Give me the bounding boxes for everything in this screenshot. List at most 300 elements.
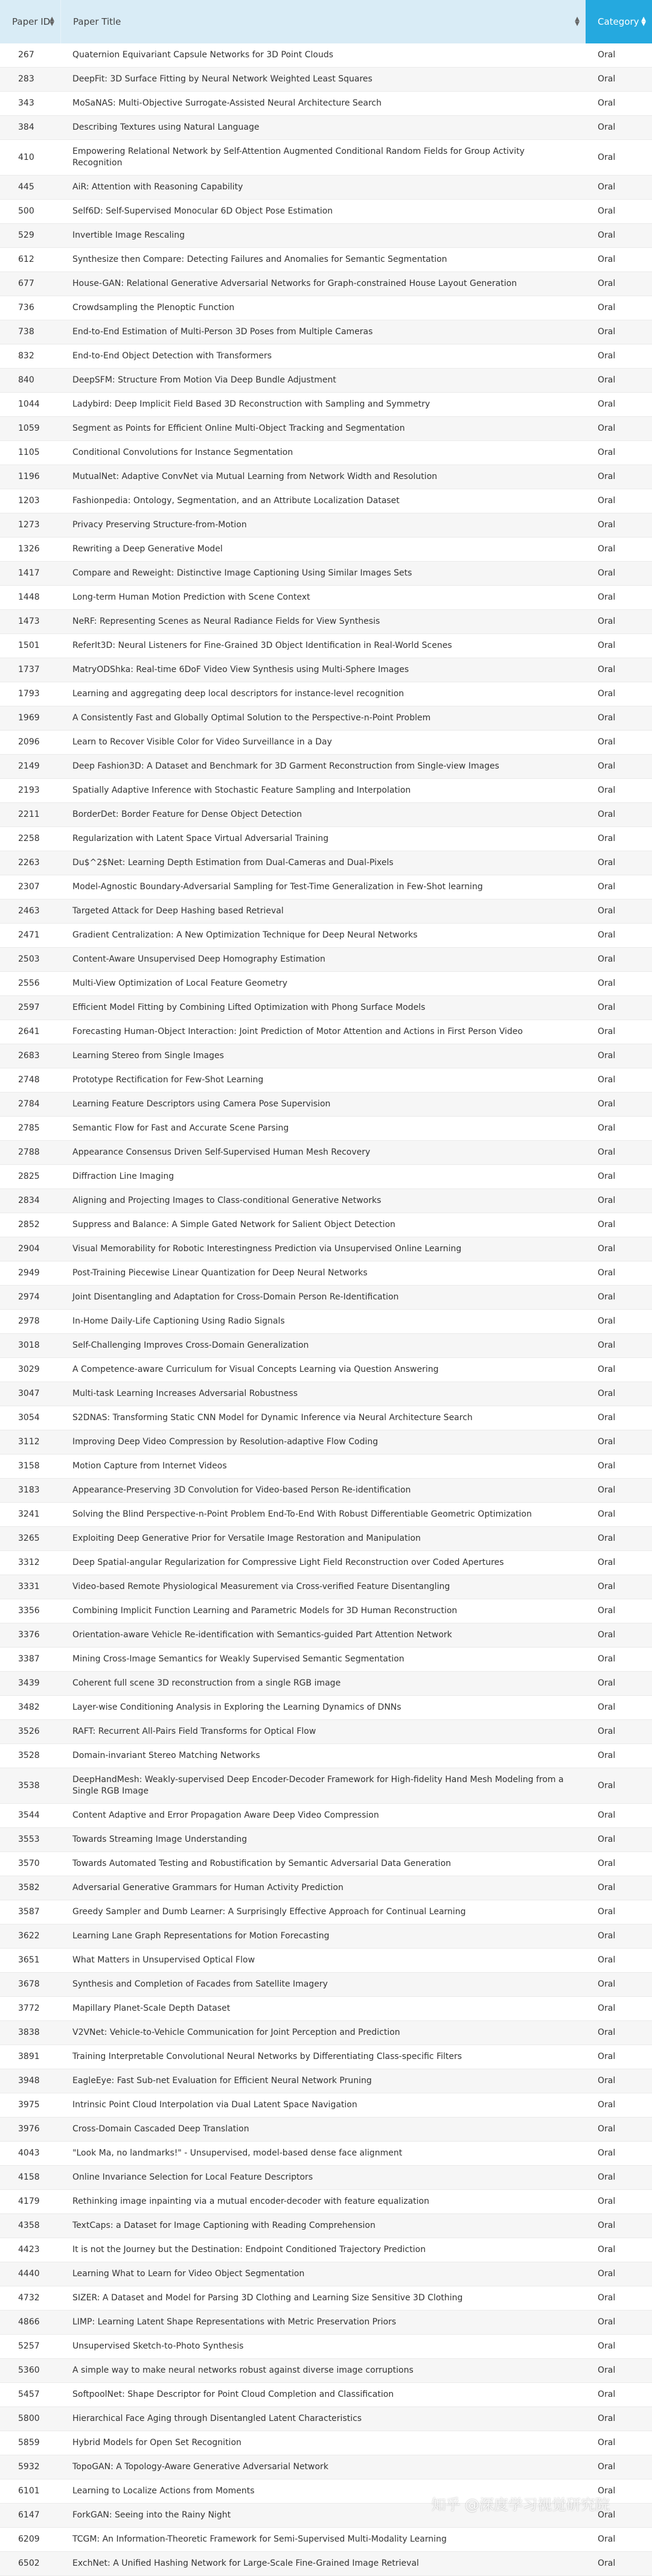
paper-title-cell: Improving Deep Video Compression by Resolution-adaptive Flow Coding	[72, 1437, 379, 1447]
paper-id-cell: 2503	[18, 954, 40, 964]
table-row	[0, 344, 652, 369]
paper-id-cell: 1737	[18, 665, 40, 674]
table-row	[0, 538, 652, 562]
paper-title-cell: Learning What to Learn for Video Object Segmentation	[72, 2269, 305, 2279]
column-header-paper-title[interactable]	[60, 0, 586, 43]
category-cell: Oral	[598, 1727, 616, 1736]
paper-title-cell: Deep Fashion3D: A Dataset and Benchmark for 3D Garment Reconstruction from Single-view Images	[72, 761, 499, 771]
category-cell: Oral	[598, 1123, 616, 1133]
paper-title-cell: Diffraction Line Imaging	[72, 1172, 174, 1181]
category-cell: Oral	[598, 2390, 616, 2399]
category-cell: Oral	[598, 1003, 616, 1012]
table-row	[0, 1020, 652, 1044]
table-row	[0, 489, 652, 513]
paper-id-cell: 1793	[18, 689, 40, 699]
paper-title-cell: LIMP: Learning Latent Shape Representations with Metric Preservation Priors	[72, 2317, 397, 2327]
paper-title-cell: Content-Aware Unsupervised Deep Homography Estimation	[72, 954, 325, 964]
table-row	[0, 1406, 652, 1430]
paper-title-cell: Hierarchical Face Aging through Disentangled Latent Characteristics	[72, 2414, 362, 2423]
paper-title-cell: Towards Automated Testing and Robustification by Semantic Adversarial Data Generation	[72, 1859, 452, 1868]
category-cell: Oral	[598, 327, 616, 337]
paper-id-cell: 4732	[18, 2293, 40, 2303]
paper-id-cell: 1969	[18, 713, 40, 723]
category-cell: Oral	[598, 1606, 616, 1616]
category-cell: Oral	[598, 641, 616, 650]
paper-title-cell: Crowdsampling the Plenoptic Function	[72, 303, 235, 312]
category-cell: Oral	[598, 1534, 616, 1543]
paper-title-cell: Compare and Reweight: Distinctive Image Captioning Using Similar Images Sets	[72, 568, 412, 578]
table-row	[0, 1117, 652, 1141]
paper-id-cell: 2096	[18, 737, 40, 747]
paper-title-cell: Rewriting a Deep Generative Model	[72, 544, 223, 554]
paper-id-cell: 4866	[18, 2317, 40, 2327]
table-row	[0, 1599, 652, 1623]
table-row	[0, 1900, 652, 1924]
paper-id-cell: 6101	[18, 2486, 40, 2496]
paper-title-cell: A Consistently Fast and Globally Optimal Solution to the Perspective-n-Point Problem	[72, 713, 431, 723]
paper-id-cell: 3651	[18, 1955, 40, 1965]
category-cell: Oral	[598, 2365, 616, 2375]
paper-id-cell: 3376	[18, 1630, 40, 1640]
table-row	[0, 1852, 652, 1876]
paper-title-cell: Orientation-aware Vehicle Re-identification with Semantics-guided Part Attention Network	[72, 1630, 452, 1640]
paper-id-cell: 832	[18, 351, 34, 361]
table-row	[0, 116, 652, 140]
paper-id-cell: 2683	[18, 1051, 40, 1061]
paper-title-cell: Learning Feature Descriptors using Camera Pose Supervision	[72, 1099, 331, 1109]
paper-title-cell: Multi-task Learning Increases Adversarial Robustness	[72, 1389, 298, 1398]
category-cell: Oral	[598, 1027, 616, 1036]
paper-id-cell: 4358	[18, 2221, 40, 2230]
table-row	[0, 1973, 652, 1997]
category-cell: Oral	[598, 737, 616, 747]
column-header-category[interactable]	[586, 0, 652, 43]
table-row	[0, 1804, 652, 1828]
paper-id-cell: 677	[18, 279, 34, 288]
category-cell: Oral	[598, 1678, 616, 1688]
paper-title-cell: ExchNet: A Unified Hashing Network for Large-Scale Fine-Grained Image Retrieval	[72, 2559, 419, 2568]
table-row	[0, 2359, 652, 2383]
table-row	[0, 2407, 652, 2431]
table-row	[0, 92, 652, 116]
paper-title-cell: Training Interpretable Convolutional Neural Networks by Differentiating Class-specific Filters	[72, 2052, 462, 2061]
category-cell: Oral	[598, 2124, 616, 2134]
table-row	[0, 1479, 652, 1503]
paper-title-cell: Appearance-Preserving 3D Convolution for Video-based Person Re-identification	[72, 1485, 411, 1495]
paper-id-cell: 3312	[18, 1558, 40, 1567]
category-cell: Oral	[598, 424, 616, 433]
category-cell: Oral	[598, 1461, 616, 1471]
paper-id-cell: 3528	[18, 1751, 40, 1760]
category-cell: Oral	[598, 689, 616, 699]
paper-title-cell: Visual Memorability for Robotic Interestingness Prediction via Unsupervised Online Learning	[72, 1244, 462, 1254]
category-cell: Oral	[598, 2438, 616, 2448]
paper-id-cell: 3241	[18, 1509, 40, 1519]
category-cell: Oral	[598, 2100, 616, 2110]
paper-id-cell: 1473	[18, 617, 40, 626]
paper-id-cell: 3158	[18, 1461, 40, 1471]
paper-id-cell: 2785	[18, 1123, 40, 1133]
paper-id-cell: 2471	[18, 930, 40, 940]
paper-id-cell: 4440	[18, 2269, 40, 2279]
category-cell: Oral	[598, 2245, 616, 2254]
category-cell: Oral	[598, 2148, 616, 2158]
paper-title-cell: Fashionpedia: Ontology, Segmentation, and an Attribute Localization Dataset	[72, 496, 400, 506]
table-row	[0, 851, 652, 875]
paper-title-cell: Describing Textures using Natural Language	[72, 122, 260, 132]
category-cell: Oral	[598, 152, 616, 162]
paper-title-cell: Learning Stereo from Single Images	[72, 1051, 224, 1061]
paper-title-cell: Self6D: Self-Supervised Monocular 6D Object Pose Estimation	[72, 206, 333, 216]
table-row	[0, 779, 652, 803]
category-cell: Oral	[598, 1292, 616, 1302]
paper-title-cell: Multi-View Optimization of Local Feature Geometry	[72, 979, 287, 988]
paper-title-cell: Intrinsic Point Cloud Interpolation via Dual Latent Space Navigation	[72, 2100, 357, 2110]
paper-title-cell: DeepHandMesh: Weakly-supervised Deep Encoder-Decoder Framework for High-fidelity Hand Mesh Modeling from a Single RGB Image	[72, 1775, 564, 1796]
category-cell: Oral	[598, 1509, 616, 1519]
paper-id-cell: 2211	[18, 810, 40, 819]
category-cell: Oral	[598, 1147, 616, 1157]
table-row	[0, 996, 652, 1020]
paper-title-cell: Long-term Human Motion Prediction with Scene Context	[72, 592, 310, 602]
table-row	[0, 562, 652, 586]
table-row	[0, 1455, 652, 1479]
category-cell: Oral	[598, 1907, 616, 1917]
table-row	[0, 755, 652, 779]
paper-title-cell: Synthesize then Compare: Detecting Failures and Anomalies for Semantic Segmentation	[72, 255, 447, 264]
paper-id-cell: 3331	[18, 1582, 40, 1591]
paper-title-cell: In-Home Daily-Life Captioning Using Radio Signals	[72, 1316, 285, 1326]
paper-id-cell: 3029	[18, 1365, 40, 1374]
table-row	[0, 2552, 652, 2576]
table-row	[0, 682, 652, 706]
paper-id-cell: 410	[18, 152, 34, 162]
column-header-label: Category	[598, 16, 639, 27]
paper-title-cell: Mining Cross-Image Semantics for Weakly Supervised Semantic Segmentation	[72, 1654, 404, 1664]
paper-title-cell: Appearance Consensus Driven Self-Supervised Human Mesh Recovery	[72, 1147, 371, 1157]
column-header-paper-id[interactable]	[0, 0, 60, 43]
table-row	[0, 2311, 652, 2335]
table-row	[0, 2262, 652, 2286]
category-cell: Oral	[598, 882, 616, 892]
paper-title-cell: Spatially Adaptive Inference with Stochastic Feature Sampling and Interpolation	[72, 785, 411, 795]
table-row	[0, 465, 652, 489]
table-row	[0, 1358, 652, 1382]
category-cell: Oral	[598, 2414, 616, 2423]
category-cell: Oral	[598, 2462, 616, 2472]
table-row	[0, 1503, 652, 1527]
table-row	[0, 731, 652, 755]
table-row	[0, 1997, 652, 2021]
table-row	[0, 513, 652, 538]
category-cell: Oral	[598, 1810, 616, 1820]
category-cell: Oral	[598, 1931, 616, 1941]
table-row	[0, 200, 652, 224]
paper-title-cell: AiR: Attention with Reasoning Capability	[72, 182, 243, 192]
paper-id-cell: 3678	[18, 1979, 40, 1989]
paper-title-cell: SIZER: A Dataset and Model for Parsing 3D Clothing and Learning Size Sensitive 3D Clothing	[72, 2293, 463, 2303]
table-row	[0, 140, 652, 176]
watermark: 知乎 @深度学习视觉研究院	[431, 2496, 610, 2513]
category-cell: Oral	[598, 2510, 616, 2520]
category-cell: Oral	[598, 472, 616, 481]
table-row	[0, 1068, 652, 1093]
paper-id-cell: 529	[18, 230, 34, 240]
category-cell: Oral	[598, 1316, 616, 1326]
category-cell: Oral	[598, 230, 616, 240]
sort-icon[interactable]: ▲ ▼	[641, 16, 646, 27]
table-row	[0, 2238, 652, 2262]
table-row	[0, 1949, 652, 1973]
paper-title-cell: Motion Capture from Internet Videos	[72, 1461, 227, 1471]
paper-id-cell: 3544	[18, 1810, 40, 1820]
category-cell: Oral	[598, 98, 616, 108]
category-cell: Oral	[598, 1883, 616, 1892]
category-cell: Oral	[598, 182, 616, 192]
paper-id-cell: 1059	[18, 424, 40, 433]
table-row	[0, 1672, 652, 1696]
table-row	[0, 296, 652, 320]
category-cell: Oral	[598, 2052, 616, 2061]
category-cell: Oral	[598, 858, 616, 868]
table-row	[0, 803, 652, 827]
category-cell: Oral	[598, 2486, 616, 2496]
paper-id-cell: 384	[18, 122, 34, 132]
table-row	[0, 1237, 652, 1261]
paper-title-cell: Gradient Centralization: A New Optimization Technique for Deep Neural Networks	[72, 930, 418, 940]
table-row	[0, 2021, 652, 2045]
paper-id-cell: 3976	[18, 2124, 40, 2134]
paper-title-cell: MutualNet: Adaptive ConvNet via Mutual Learning from Network Width and Resolution	[72, 472, 438, 481]
category-cell: Oral	[598, 1172, 616, 1181]
category-cell: Oral	[598, 375, 616, 385]
paper-id-cell: 3356	[18, 1606, 40, 1616]
paper-id-cell: 1273	[18, 520, 40, 530]
paper-title-cell: Domain-invariant Stereo Matching Networks	[72, 1751, 260, 1760]
table-row	[0, 2214, 652, 2238]
category-cell: Oral	[598, 2076, 616, 2086]
paper-title-cell: Du$^2$Net: Learning Depth Estimation from Dual-Cameras and Dual-Pixels	[72, 858, 394, 868]
paper-id-cell: 1417	[18, 568, 40, 578]
category-cell: Oral	[598, 568, 616, 578]
paper-title-cell: Online Invariance Selection for Local Feature Descriptors	[72, 2172, 313, 2182]
table-body	[0, 43, 652, 2568]
category-cell: Oral	[598, 1389, 616, 1398]
category-cell: Oral	[598, 1859, 616, 1868]
paper-title-cell: Regularization with Latent Space Virtual Adversarial Training	[72, 834, 329, 843]
table-row	[0, 1189, 652, 1213]
paper-id-cell: 1105	[18, 448, 40, 457]
paper-title-cell: Towards Streaming Image Understanding	[72, 1835, 248, 1844]
sort-icon[interactable]: ▲ ▼	[575, 16, 580, 27]
paper-id-cell: 3526	[18, 1727, 40, 1736]
table-row	[0, 658, 652, 682]
category-cell: Oral	[598, 930, 616, 940]
paper-id-cell: 3538	[18, 1780, 40, 1791]
paper-id-cell: 5360	[18, 2365, 40, 2375]
category-cell: Oral	[598, 2028, 616, 2037]
paper-title-cell: Learning and aggregating deep local descriptors for instance-level recognition	[72, 689, 404, 699]
paper-title-cell: A Competence-aware Curriculum for Visual Concepts Learning via Question Answering	[72, 1365, 439, 1374]
category-cell: Oral	[598, 1558, 616, 1567]
category-cell: Oral	[598, 810, 616, 819]
paper-id-cell: 3975	[18, 2100, 40, 2110]
table-row	[0, 2069, 652, 2093]
table-row	[0, 634, 652, 658]
category-cell: Oral	[598, 1196, 616, 1205]
paper-title-cell: Learn to Recover Visible Color for Video Surveillance in a Day	[72, 737, 332, 747]
category-cell: Oral	[598, 713, 616, 723]
paper-id-cell: 5859	[18, 2438, 40, 2448]
category-cell: Oral	[598, 2534, 616, 2544]
category-cell: Oral	[598, 1365, 616, 1374]
category-cell: Oral	[598, 1979, 616, 1989]
table-row	[0, 43, 652, 68]
paper-id-cell: 3570	[18, 1859, 40, 1868]
paper-id-cell: 2193	[18, 785, 40, 795]
paper-id-cell: 2748	[18, 1075, 40, 1085]
paper-id-cell: 3948	[18, 2076, 40, 2086]
paper-title-cell: DeepSFM: Structure From Motion Via Deep Bundle Adjustment	[72, 375, 336, 385]
category-cell: Oral	[598, 2317, 616, 2327]
table-row	[0, 875, 652, 899]
paper-id-cell: 445	[18, 182, 34, 192]
paper-title-cell: Post-Training Piecewise Linear Quantization for Deep Neural Networks	[72, 1268, 368, 1278]
paper-id-cell: 3622	[18, 1931, 40, 1941]
paper-title-cell: ForkGAN: Seeing into the Rainy Night	[72, 2510, 231, 2520]
table-row	[0, 1623, 652, 1648]
table-row	[0, 610, 652, 634]
category-cell: Oral	[598, 496, 616, 506]
category-cell: Oral	[598, 1220, 616, 1229]
category-cell: Oral	[598, 1780, 616, 1791]
category-cell: Oral	[598, 906, 616, 916]
paper-id-cell: 3054	[18, 1413, 40, 1423]
table-row	[0, 369, 652, 393]
table-row	[0, 1696, 652, 1720]
table-row	[0, 2528, 652, 2552]
paper-id-cell: 6147	[18, 2510, 40, 2520]
table-row	[0, 2455, 652, 2479]
paper-title-cell: Greedy Sampler and Dumb Learner: A Surprisingly Effective Approach for Continual Learning	[72, 1907, 466, 1917]
paper-title-cell: TopoGAN: A Topology-Aware Generative Adversarial Network	[72, 2462, 328, 2472]
paper-id-cell: 3018	[18, 1340, 40, 1350]
paper-id-cell: 343	[18, 98, 34, 108]
table-row	[0, 972, 652, 996]
table-row	[0, 1334, 652, 1358]
paper-id-cell: 3439	[18, 1678, 40, 1688]
paper-id-cell: 2788	[18, 1147, 40, 1157]
category-cell: Oral	[598, 74, 616, 84]
table-row	[0, 2045, 652, 2069]
category-cell: Oral	[598, 2293, 616, 2303]
paper-title-cell: Layer-wise Conditioning Analysis in Exploring the Learning Dynamics of DNNs	[72, 1702, 401, 1712]
table-row	[0, 1744, 652, 1768]
table-header	[0, 0, 652, 43]
paper-title-cell: Deep Spatial-angular Regularization for Compressive Light Field Reconstruction over Coded Apertures	[72, 1558, 504, 1567]
table-row	[0, 1924, 652, 1949]
table-row	[0, 2335, 652, 2359]
category-cell: Oral	[598, 50, 616, 60]
category-cell: Oral	[598, 1835, 616, 1844]
category-cell: Oral	[598, 1413, 616, 1423]
paper-title-cell: Invertible Image Rescaling	[72, 230, 185, 240]
paper-id-cell: 2784	[18, 1099, 40, 1109]
category-cell: Oral	[598, 520, 616, 530]
table-row	[0, 2118, 652, 2142]
category-cell: Oral	[598, 1268, 616, 1278]
table-row	[0, 1382, 652, 1406]
paper-id-cell: 6209	[18, 2534, 40, 2544]
paper-id-cell: 6502	[18, 2559, 40, 2568]
table-row	[0, 1527, 652, 1551]
category-cell: Oral	[598, 351, 616, 361]
paper-id-cell: 1501	[18, 641, 40, 650]
paper-id-cell: 2974	[18, 1292, 40, 1302]
category-cell: Oral	[598, 1485, 616, 1495]
paper-title-cell: End-to-End Estimation of Multi-Person 3D Poses from Multiple Cameras	[72, 327, 373, 337]
paper-id-cell: 2834	[18, 1196, 40, 1205]
sort-icon[interactable]: ▲ ▼	[50, 16, 54, 27]
category-cell: Oral	[598, 1437, 616, 1447]
paper-id-cell: 2263	[18, 858, 40, 868]
paper-title-cell: Efficient Model Fitting by Combining Lifted Optimization with Phong Surface Models	[72, 1003, 426, 1012]
paper-id-cell: 3387	[18, 1654, 40, 1664]
paper-title-cell: Conditional Convolutions for Instance Segmentation	[72, 448, 293, 457]
paper-title-cell: Empowering Relational Network by Self-Attention Augmented Conditional Random Fields for Group Activity Recognition	[72, 147, 525, 168]
paper-id-cell: 840	[18, 375, 34, 385]
paper-title-cell: Learning Lane Graph Representations for Motion Forecasting	[72, 1931, 330, 1941]
category-cell: Oral	[598, 399, 616, 409]
category-cell: Oral	[598, 279, 616, 288]
paper-title-cell: ReferIt3D: Neural Listeners for Fine-Grained 3D Object Identification in Real-World Scenes	[72, 641, 452, 650]
category-cell: Oral	[598, 1099, 616, 1109]
table-row	[0, 224, 652, 248]
table-row	[0, 2142, 652, 2166]
table-row	[0, 586, 652, 610]
category-cell: Oral	[598, 2341, 616, 2351]
paper-id-cell: 3482	[18, 1702, 40, 1712]
paper-id-cell: 2949	[18, 1268, 40, 1278]
paper-title-cell: End-to-End Object Detection with Transformers	[72, 351, 272, 361]
paper-id-cell: 2463	[18, 906, 40, 916]
category-cell: Oral	[598, 617, 616, 626]
category-cell: Oral	[598, 206, 616, 216]
paper-id-cell: 3838	[18, 2028, 40, 2037]
paper-title-cell: BorderDet: Border Feature for Dense Object Detection	[72, 810, 302, 819]
table-row	[0, 272, 652, 296]
category-cell: Oral	[598, 1955, 616, 1965]
paper-title-cell: Aligning and Projecting Images to Class-conditional Generative Networks	[72, 1196, 382, 1205]
category-cell: Oral	[598, 1051, 616, 1061]
category-cell: Oral	[598, 761, 616, 771]
table-row	[0, 1828, 652, 1852]
paper-id-cell: 5457	[18, 2390, 40, 2399]
paper-id-cell: 736	[18, 303, 34, 312]
paper-title-cell: TCGM: An Information-Theoretic Framework for Semi-Supervised Multi-Modality Learning	[72, 2534, 447, 2544]
table-row	[0, 1141, 652, 1165]
paper-id-cell: 3112	[18, 1437, 40, 1447]
paper-id-cell: 3772	[18, 2003, 40, 2013]
column-header-label: Paper ID	[12, 16, 51, 27]
paper-id-cell: 2641	[18, 1027, 40, 1036]
paper-id-cell: 3582	[18, 1883, 40, 1892]
table-row	[0, 827, 652, 851]
table-row	[0, 1044, 652, 1068]
paper-id-cell: 4179	[18, 2197, 40, 2206]
paper-title-cell: Prototype Rectification for Few-Shot Learning	[72, 1075, 264, 1085]
paper-title-cell: Ladybird: Deep Implicit Field Based 3D Reconstruction with Sampling and Symmetry	[72, 399, 430, 409]
